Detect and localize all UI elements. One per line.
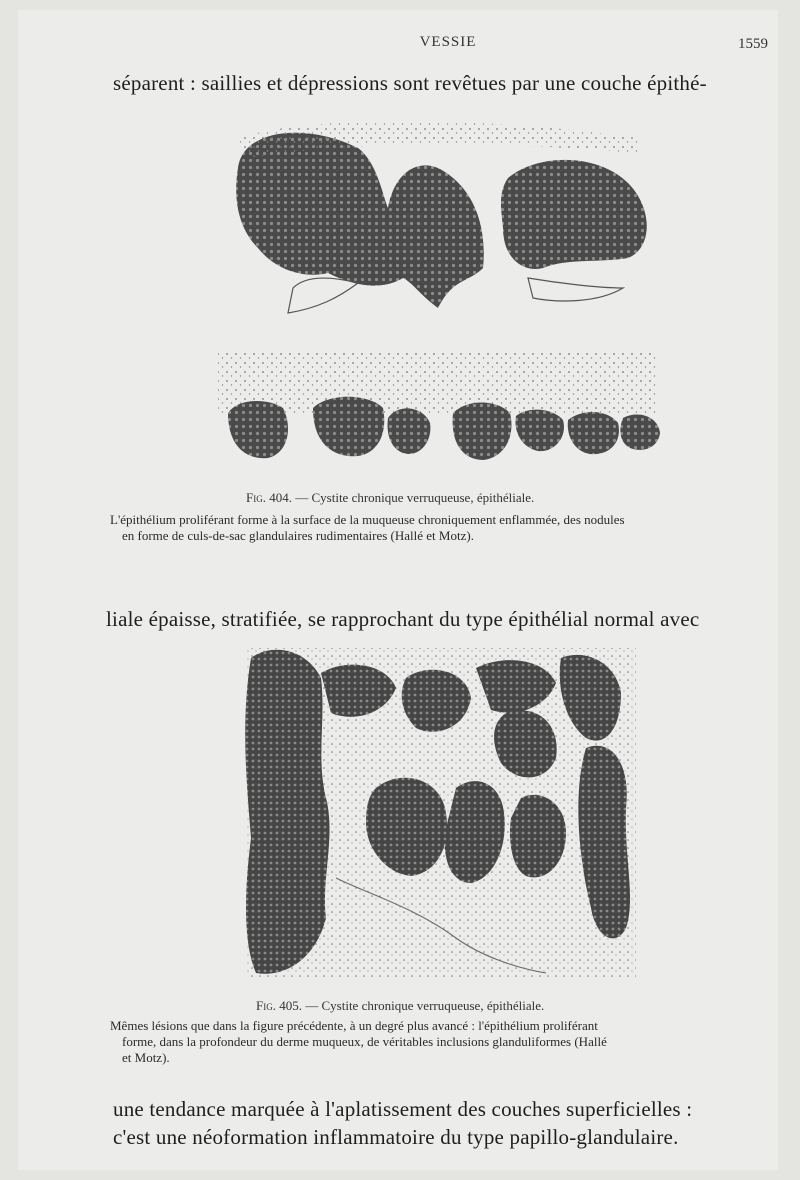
figure-404-caption-line-1: L'épithélium proliférant forme à la surface de la muqueuse chroniquement enflammée, des nodules <box>110 512 625 527</box>
figure-405-title <box>256 998 544 1014</box>
page-number: 1559 <box>738 36 768 52</box>
figure-404-caption-line-2: en forme de culs-de-sac glandulaires rudimentaires (Hallé et Motz). <box>122 528 474 543</box>
figure-404-caption <box>110 512 625 544</box>
figure-404-title-text: — Cystite chronique verruqueuse, épithéliale. <box>295 490 535 505</box>
figure-405-label: Fig. 405. <box>256 998 302 1013</box>
figure-405-caption-line-2: forme, dans la profondeur du derme muqueux, de véritables inclusions glanduliformes (Hallé <box>122 1034 607 1049</box>
body-text-line-top: séparent : saillies et dépressions sont revêtues par une couche épithé- <box>113 71 707 95</box>
document-page <box>18 10 778 1170</box>
figure-404-illustration <box>198 108 668 488</box>
body-text-line-bottom-1: une tendance marquée à l'aplatissement des couches superficielles : <box>113 1097 693 1121</box>
figure-404-title <box>246 490 534 506</box>
figure-405-illustration <box>226 638 646 988</box>
body-text-line-bottom-2: c'est une néoformation inflammatoire du type papillo-glandulaire. <box>113 1125 679 1149</box>
figure-405-caption <box>110 1018 607 1066</box>
body-text-line-middle: liale épaisse, stratifiée, se rapprochant du type épithélial normal avec <box>106 607 700 631</box>
running-title: VESSIE <box>419 34 477 50</box>
figure-405-title-text: — Cystite chronique verruqueuse, épithéliale. <box>305 998 545 1013</box>
figure-405-caption-line-3: et Motz). <box>122 1050 170 1065</box>
figure-405-caption-line-1: Mêmes lésions que dans la figure précédente, à un degré plus avancé : l'épithélium proliférant <box>110 1018 598 1033</box>
figure-404-label: Fig. 404. <box>246 490 292 505</box>
